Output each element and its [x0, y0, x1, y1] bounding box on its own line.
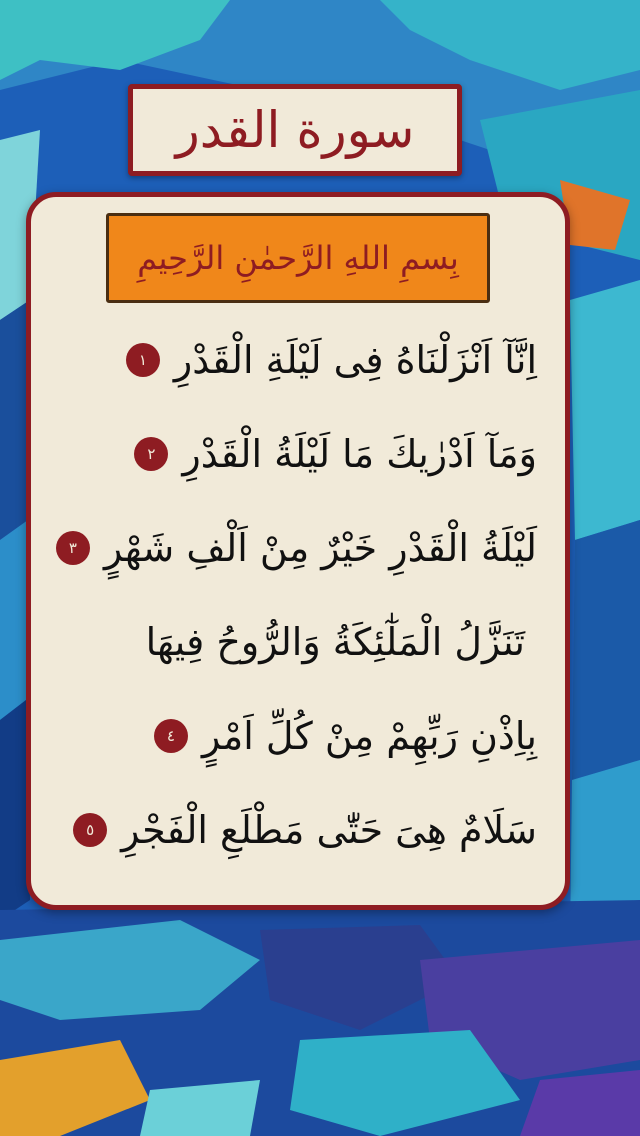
verse-text: لَيْلَةُ الْقَدْرِ خَيْرٌ مِنْ اَلْفِ شَهْرٍ — [103, 526, 537, 570]
basmala-text: بِسمِ اللهِ الرَّحمٰنِ الرَّحِيمِ — [137, 239, 459, 277]
verse-line-2 — [134, 419, 537, 489]
verse-text: اِنَّآ اَنْزَلْنَاهُ فِى لَيْلَةِ الْقَدْرِ — [173, 338, 537, 382]
verse-line-5 — [154, 701, 537, 771]
title-banner — [128, 84, 462, 176]
verse-text: بِاِذْنِ رَبِّهِمْ مِنْ كُلِّ اَمْرٍ — [201, 714, 537, 758]
verse-line-3 — [56, 513, 537, 583]
verse-number-badge: ٥ — [73, 813, 107, 847]
verse-text: وَمَآ اَدْرٰيكَ مَا لَيْلَةُ الْقَدْرِ — [182, 432, 537, 476]
verses-card — [26, 192, 570, 910]
verse-line-1 — [126, 325, 537, 395]
verse-line-6 — [73, 795, 537, 865]
verse-text: تَنَزَّلُ الْمَلٰٓئِكَةُ وَالرُّوحُ فِيهَا — [145, 620, 525, 664]
verse-text: سَلَامٌ هِىَ حَتّٰى مَطْلَعِ الْفَجْرِ — [121, 808, 537, 852]
surah-title: سورة القدر — [175, 101, 415, 159]
verse-line-4 — [146, 607, 525, 677]
verse-number-badge: ١ — [126, 343, 160, 377]
verse-number-badge: ٤ — [154, 719, 188, 753]
basmala-banner — [106, 213, 490, 303]
verse-number-badge: ٢ — [134, 437, 168, 471]
verse-number-badge: ٣ — [56, 531, 90, 565]
